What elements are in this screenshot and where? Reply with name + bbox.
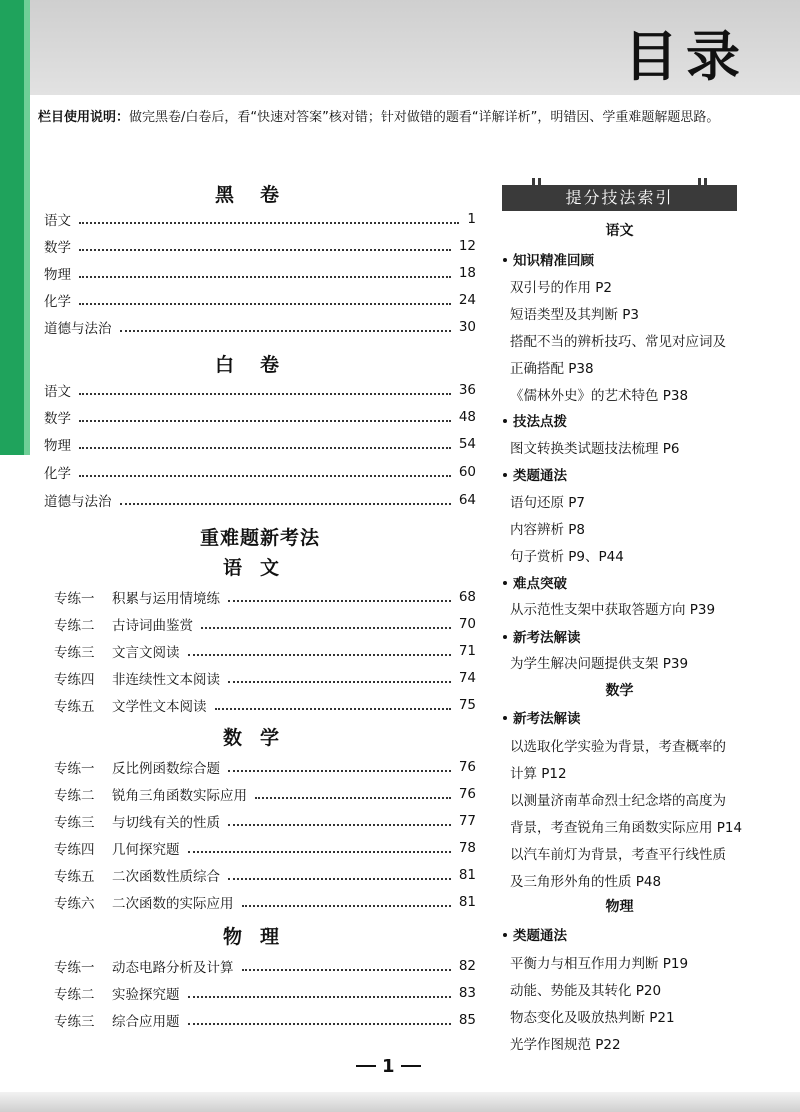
toc-row-page: 78: [458, 840, 476, 856]
toc-row-name: 道德与法治: [44, 494, 112, 510]
dot-leader: [188, 850, 451, 853]
drill-name: 文学性文本阅读: [112, 699, 207, 715]
banner-notch: [532, 178, 535, 185]
dot-leader: [79, 419, 451, 422]
index-item[interactable]: 句子赏析 P9、P44: [510, 549, 624, 565]
dot-leader: [228, 599, 451, 602]
index-category: [503, 410, 567, 430]
toc-row-page: 81: [458, 867, 476, 883]
index-item[interactable]: 光学作图规范 P22: [510, 1037, 621, 1053]
dot-leader: [188, 1022, 451, 1025]
bullet-icon: [503, 473, 507, 477]
toc-row[interactable]: [44, 489, 476, 511]
math-heading: 数学: [222, 727, 297, 749]
toc-row-page: 60: [458, 464, 476, 480]
dot-leader: [120, 329, 451, 332]
toc-row-page: 82: [458, 958, 476, 974]
black-paper-heading: 黑卷: [214, 184, 305, 206]
index-category-label: 技法点拨: [513, 414, 567, 430]
toc-row-page: 85: [458, 1012, 476, 1028]
toc-row-page: 18: [458, 265, 476, 281]
toc-row-page: 71: [458, 643, 476, 659]
toc-row[interactable]: [54, 586, 476, 608]
index-item[interactable]: 物态变化及吸放热判断 P21: [510, 1010, 675, 1026]
index-math-heading: 数学: [605, 683, 634, 699]
page-number-value: 1: [382, 1056, 395, 1077]
index-category: [503, 626, 581, 646]
dot-leader: [228, 877, 451, 880]
drill-name: 反比例函数综合题: [112, 761, 220, 777]
toc-row[interactable]: [44, 235, 476, 257]
toc-row-page: 68: [458, 589, 476, 605]
toc-row-page: 77: [458, 813, 476, 829]
toc-row[interactable]: [54, 613, 476, 635]
index-category: [503, 572, 567, 592]
toc-row-name: 数学: [44, 411, 71, 427]
header-bar: [30, 0, 800, 95]
toc-row-page: 24: [458, 292, 476, 308]
toc-row[interactable]: [44, 262, 476, 284]
drill-name: 动态电路分析及计算: [112, 960, 234, 976]
bullet-icon: [503, 933, 507, 937]
banner-text: 提分技法索引: [565, 188, 674, 207]
toc-row[interactable]: [54, 864, 476, 886]
index-item[interactable]: 背景，考查锐角三角函数实际应用 P14: [510, 820, 743, 836]
drill-name: 文言文阅读: [112, 645, 180, 661]
toc-row[interactable]: [44, 316, 476, 338]
index-item[interactable]: 搭配不当的辨析技巧、常见对应词及: [510, 334, 726, 350]
dot-leader: [228, 769, 451, 772]
dot-leader: [79, 392, 451, 395]
dot-leader: [201, 626, 451, 629]
dot-leader: [79, 275, 451, 278]
toc-row-page: 36: [458, 382, 476, 398]
index-item[interactable]: 短语类型及其判断 P3: [510, 307, 640, 323]
dot-leader: [79, 221, 459, 224]
index-category-label: 新考法解读: [513, 711, 581, 727]
drill-tag: 专练三: [54, 815, 95, 831]
toc-row-page: 64: [458, 492, 476, 508]
toc-row[interactable]: [54, 756, 476, 778]
footer-dash: [356, 1065, 376, 1067]
green-edge-strip: [0, 0, 24, 455]
drill-tag: 专练一: [54, 591, 95, 607]
index-item[interactable]: 《儒林外史》的艺术特色 P38: [510, 388, 689, 404]
bullet-icon: [503, 258, 507, 262]
drill-tag: 专练一: [54, 960, 95, 976]
toc-row-page: 70: [458, 616, 476, 632]
toc-row[interactable]: [54, 667, 476, 689]
toc-row-page: 12: [458, 238, 476, 254]
dot-leader: [242, 968, 451, 971]
toc-row-page: 1: [467, 211, 476, 227]
dot-leader: [79, 474, 451, 477]
toc-row[interactable]: [44, 461, 476, 483]
toc-row[interactable]: [54, 955, 476, 977]
drill-name: 综合应用题: [112, 1014, 180, 1030]
drill-name: 非连续性文本阅读: [112, 672, 220, 688]
index-item[interactable]: 正确搭配 P38: [510, 361, 594, 377]
drill-tag: 专练二: [54, 987, 95, 1003]
toc-row[interactable]: [54, 694, 476, 716]
index-category: [503, 707, 581, 727]
toc-row-name: 物理: [44, 438, 71, 454]
drill-name: 二次函数的实际应用: [112, 896, 234, 912]
drill-tag: 专练二: [54, 788, 95, 804]
toc-row-name: 物理: [44, 267, 71, 283]
toc-row[interactable]: [54, 891, 476, 913]
bullet-icon: [503, 581, 507, 585]
drill-tag: 专练一: [54, 761, 95, 777]
usage-note-label: 栏目使用说明：: [38, 110, 130, 125]
dot-leader: [228, 823, 451, 826]
drill-tag: 专练五: [54, 869, 95, 885]
drill-tag: 专练四: [54, 842, 95, 858]
index-item[interactable]: 动能、势能及其转化 P20: [510, 983, 662, 999]
dot-leader: [255, 796, 451, 799]
drill-name: 实验探究题: [112, 987, 180, 1003]
index-item[interactable]: 双引号的作用 P2: [510, 280, 613, 296]
page-number: [350, 1056, 427, 1077]
drill-tag: 专练三: [54, 1014, 95, 1030]
toc-row-page: 30: [458, 319, 476, 335]
dot-leader: [188, 653, 451, 656]
difficult-questions-heading: 重难题新考法: [199, 527, 320, 549]
toc-row[interactable]: [44, 289, 476, 311]
physics-heading: 物理: [222, 926, 297, 948]
drill-tag: 专练三: [54, 645, 95, 661]
toc-row-page: 48: [458, 409, 476, 425]
chinese-heading: 语文: [222, 557, 297, 579]
toc-row[interactable]: [44, 406, 476, 428]
dot-leader: [120, 502, 451, 505]
page-title: 目录: [624, 25, 748, 88]
toc-row-name: 语文: [44, 384, 71, 400]
drill-tag: 专练四: [54, 672, 95, 688]
dot-leader: [215, 707, 451, 710]
toc-row-page: 75: [458, 697, 476, 713]
index-category: [503, 464, 567, 484]
index-category-label: 新考法解读: [513, 630, 581, 646]
dot-leader: [188, 995, 451, 998]
toc-row[interactable]: [54, 982, 476, 1004]
toc-row-page: 76: [458, 786, 476, 802]
index-item[interactable]: 以选取化学实验为背景，考查概率的: [510, 739, 726, 755]
dot-leader: [79, 248, 451, 251]
drill-tag: 专练六: [54, 896, 95, 912]
usage-note: [38, 105, 746, 131]
index-item[interactable]: 以测量济南革命烈士纪念塔的高度为: [510, 793, 726, 809]
usage-note-text: 做完黑卷/白卷后，看“快速对答案”核对错；针对做错的题看“详解详析”，明错因、学重难题解题思路。: [129, 110, 720, 125]
index-item[interactable]: 平衡力与相互作用力判断 P19: [510, 956, 689, 972]
bullet-icon: [503, 635, 507, 639]
index-item[interactable]: 图文转换类试题技法梳理 P6: [510, 441, 680, 457]
toc-row-page: 76: [458, 759, 476, 775]
index-physics-heading: 物理: [605, 899, 634, 915]
bullet-icon: [503, 716, 507, 720]
drill-name: 积累与运用情境练: [112, 591, 220, 607]
toc-row-page: 74: [458, 670, 476, 686]
toc-row-page: 81: [458, 894, 476, 910]
banner-notch: [538, 178, 541, 185]
drill-tag: 专练五: [54, 699, 95, 715]
index-item[interactable]: 语句还原 P7: [510, 495, 586, 511]
index-category-label: 类题通法: [513, 928, 567, 944]
toc-row-name: 语文: [44, 213, 71, 229]
score-tips-banner: [502, 185, 737, 211]
bullet-icon: [503, 419, 507, 423]
index-chinese-heading: 语文: [605, 223, 634, 239]
toc-row[interactable]: [54, 837, 476, 859]
index-item[interactable]: 为学生解决问题提供支架 P39: [510, 656, 689, 672]
toc-row-name: 化学: [44, 294, 71, 310]
bottom-shadow-band: [0, 1092, 800, 1112]
drill-name: 几何探究题: [112, 842, 180, 858]
drill-name: 古诗词曲鉴赏: [112, 618, 193, 634]
dot-leader: [228, 680, 451, 683]
index-category: [503, 249, 594, 269]
banner-notch: [698, 178, 701, 185]
toc-row[interactable]: [44, 379, 476, 401]
index-item[interactable]: 内容辨析 P8: [510, 522, 586, 538]
index-category-label: 知识精准回顾: [513, 253, 594, 269]
toc-row[interactable]: [54, 810, 476, 832]
drill-name: 二次函数性质综合: [112, 869, 220, 885]
toc-row[interactable]: [54, 1009, 476, 1031]
drill-name: 与切线有关的性质: [112, 815, 220, 831]
toc-row[interactable]: [54, 640, 476, 662]
toc-row-page: 83: [458, 985, 476, 1001]
drill-name: 锐角三角函数实际应用: [112, 788, 247, 804]
index-item[interactable]: 及三角形外角的性质 P48: [510, 874, 662, 890]
banner-notch: [704, 178, 707, 185]
toc-row[interactable]: [54, 783, 476, 805]
index-item[interactable]: 从示范性支架中获取答题方向 P39: [510, 602, 716, 618]
toc-row-name: 道德与法治: [44, 321, 112, 337]
dot-leader: [242, 904, 451, 907]
footer-dash: [401, 1065, 421, 1067]
index-item[interactable]: 以汽车前灯为背景，考查平行线性质: [510, 847, 726, 863]
toc-row-page: 54: [458, 436, 476, 452]
dot-leader: [79, 446, 451, 449]
toc-row[interactable]: [44, 208, 476, 230]
toc-row-name: 数学: [44, 240, 71, 256]
drill-tag: 专练二: [54, 618, 95, 634]
index-category-label: 类题通法: [513, 468, 567, 484]
index-category: [503, 924, 567, 944]
toc-row[interactable]: [44, 433, 476, 455]
index-category-label: 难点突破: [513, 576, 567, 592]
toc-row-name: 化学: [44, 466, 71, 482]
index-item[interactable]: 计算 P12: [510, 766, 567, 782]
white-paper-heading: 白卷: [214, 354, 305, 376]
dot-leader: [79, 302, 451, 305]
